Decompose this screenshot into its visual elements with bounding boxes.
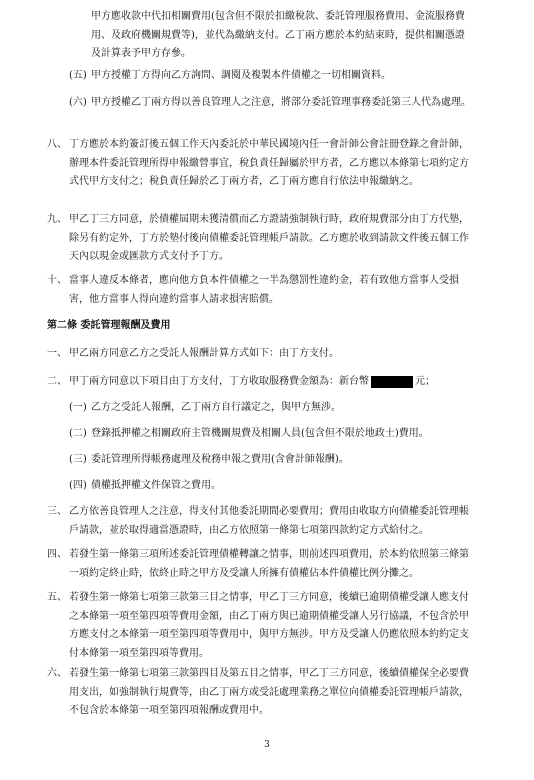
- sub-item-text: 乙方之受託人報酬，乙丁兩方自行議定之，與甲方無涉。: [91, 402, 341, 413]
- clause-9: [47, 211, 471, 267]
- item-text-line: [69, 373, 471, 392]
- clause-number: 九、: [47, 214, 67, 225]
- sub-item-number: (四): [69, 480, 87, 491]
- sub-item-number: (五): [69, 70, 87, 81]
- item-number: 六、: [47, 668, 67, 679]
- item-text: 若發生第一條第七項第三款第四目及第五目之情事，甲乙丁三方同意，後續債權保全必要費用支出，如強制執行規費等，由乙丁兩方或受託處理業務之單位向債權委託管理帳戶請款，不包含於本條第一項至第四項報酬或費用中。: [69, 668, 469, 716]
- item-number: 四、: [47, 549, 67, 560]
- article-2-sub-item-1: [69, 399, 471, 418]
- item-number: 三、: [47, 506, 67, 517]
- item-number: 一、: [47, 348, 67, 359]
- article-heading: [47, 317, 471, 336]
- item-text: 若發生第一條第七項第三款第三目之情事，甲乙丁三方同意，後續已逾期債權受讓人應支付之本條第一項至第四項等費用金額，由乙丁兩方與已逾期債權受讓人另行協議，不包含於甲方應支付之本條第一項至第四項等費用中，與甲方無涉。甲方及受讓人仍應依照本約約定支付本條第一項至第四項等費用。: [69, 592, 469, 659]
- clause-number: 八、: [47, 139, 67, 150]
- article-2-item-6: [47, 665, 471, 721]
- sub-item-text: 委託管理所得帳務處理及稅務申報之費用(含會計師報酬)。: [91, 454, 349, 465]
- paragraph-text: 甲方應收款中代扣相關費用(包含但不限於扣繳稅款、委託管理服務費用、金流服務費用、及政府機關規費等)，並代為繳納支付。乙丁兩方應於本約結束時，提供相關憑證及計算表予甲方存參。: [91, 11, 465, 59]
- sub-item-number: (一): [69, 402, 87, 413]
- article-2-item-4: [47, 546, 471, 583]
- item-text: 若發生第一條第三項所述委託管理債權轉讓之情事，則前述四項費用，於本約依照第三條第一項約定終止時，依終止時之甲方及受讓人所擁有債權佔本件債權比例分攤之。: [69, 549, 469, 579]
- sub-item-number: (六): [69, 97, 87, 108]
- sub-item-number: (三): [69, 454, 87, 465]
- sub-item-6: [69, 94, 471, 113]
- item-number: 五、: [47, 592, 67, 603]
- sub-item-text: 甲方授權丁方得向乙方詢問、調閱及複製本件債權之一切相關資料。: [91, 70, 391, 81]
- article-2-item-2: [47, 373, 471, 392]
- item-text-after: 元；: [415, 376, 435, 387]
- page-number: 3: [264, 740, 270, 750]
- article-2-item-1: [47, 345, 471, 364]
- clause-number: 十、: [47, 275, 67, 286]
- item-number: 二、: [47, 376, 67, 387]
- clause-text: 甲乙丁三方同意，於債權屆期未獲清償而乙方證請強制執行時，政府規費部分由丁方代墊，除另有約定外，丁方於墊付後向債權委託管理帳戶請款。乙方應於收到請款文件後五個工作天內以現金或匯款方式支付予丁方。: [69, 214, 469, 262]
- paragraph-continued: [91, 8, 471, 64]
- sub-item-number: (二): [69, 428, 87, 439]
- item-text: 乙方依善良管理人之注意，得支付其他委託期間必要費用；費用由收取方向債權委託管理帳戶請款，並於取得適當憑證時，由乙方依照第一條第七項第四款約定方式給付之。: [69, 506, 469, 536]
- redacted-amount-box: [371, 376, 413, 388]
- article-2-sub-item-3: [69, 451, 471, 470]
- clause-text: 丁方應於本約簽訂後五個工作天內委託於中華民國境內任一會計師公會註冊登錄之會計師，辦理本件委託管理所得申報繳營事宜，稅負責任歸屬於甲方者，乙方應以本條第七項約定方式代甲方支付之；稅負責任歸於乙丁兩方者，乙丁兩方應自行依法申報繳納之。: [69, 139, 469, 187]
- item-text-before: 甲丁兩方同意以下項目由丁方支付，丁方收取服務費金額為：新台幣: [69, 376, 369, 387]
- clause-8: [47, 136, 471, 192]
- clause-text: 當事人違反本條者，應向他方負本件債權之一半為懲罰性違約金，若有致他方當事人受損害，他方當事人得向違約當事人請求損害賠償。: [69, 275, 459, 305]
- sub-item-text: 登錄抵押權之相關政府主管機關規費及相關人員(包含但不限於地政士)費用。: [91, 428, 429, 439]
- article-title: 第二條 委託管理報酬及費用: [47, 320, 171, 331]
- sub-item-5: [69, 67, 471, 86]
- clause-10: [47, 272, 471, 309]
- sub-item-text: 債權抵押權文件保管之費用。: [91, 480, 221, 491]
- item-text: 甲乙兩方同意乙方之受託人報酬計算方式如下：由丁方支付。: [69, 348, 339, 359]
- article-2-item-3: [47, 503, 471, 540]
- article-2-sub-item-4: [69, 477, 471, 496]
- sub-item-text: 甲方授權乙丁兩方得以善良管理人之注意，將部分委託管理事務委託第三人代為處理。: [91, 97, 471, 108]
- article-2-sub-item-2: [69, 425, 471, 444]
- article-2-item-5: [47, 589, 471, 663]
